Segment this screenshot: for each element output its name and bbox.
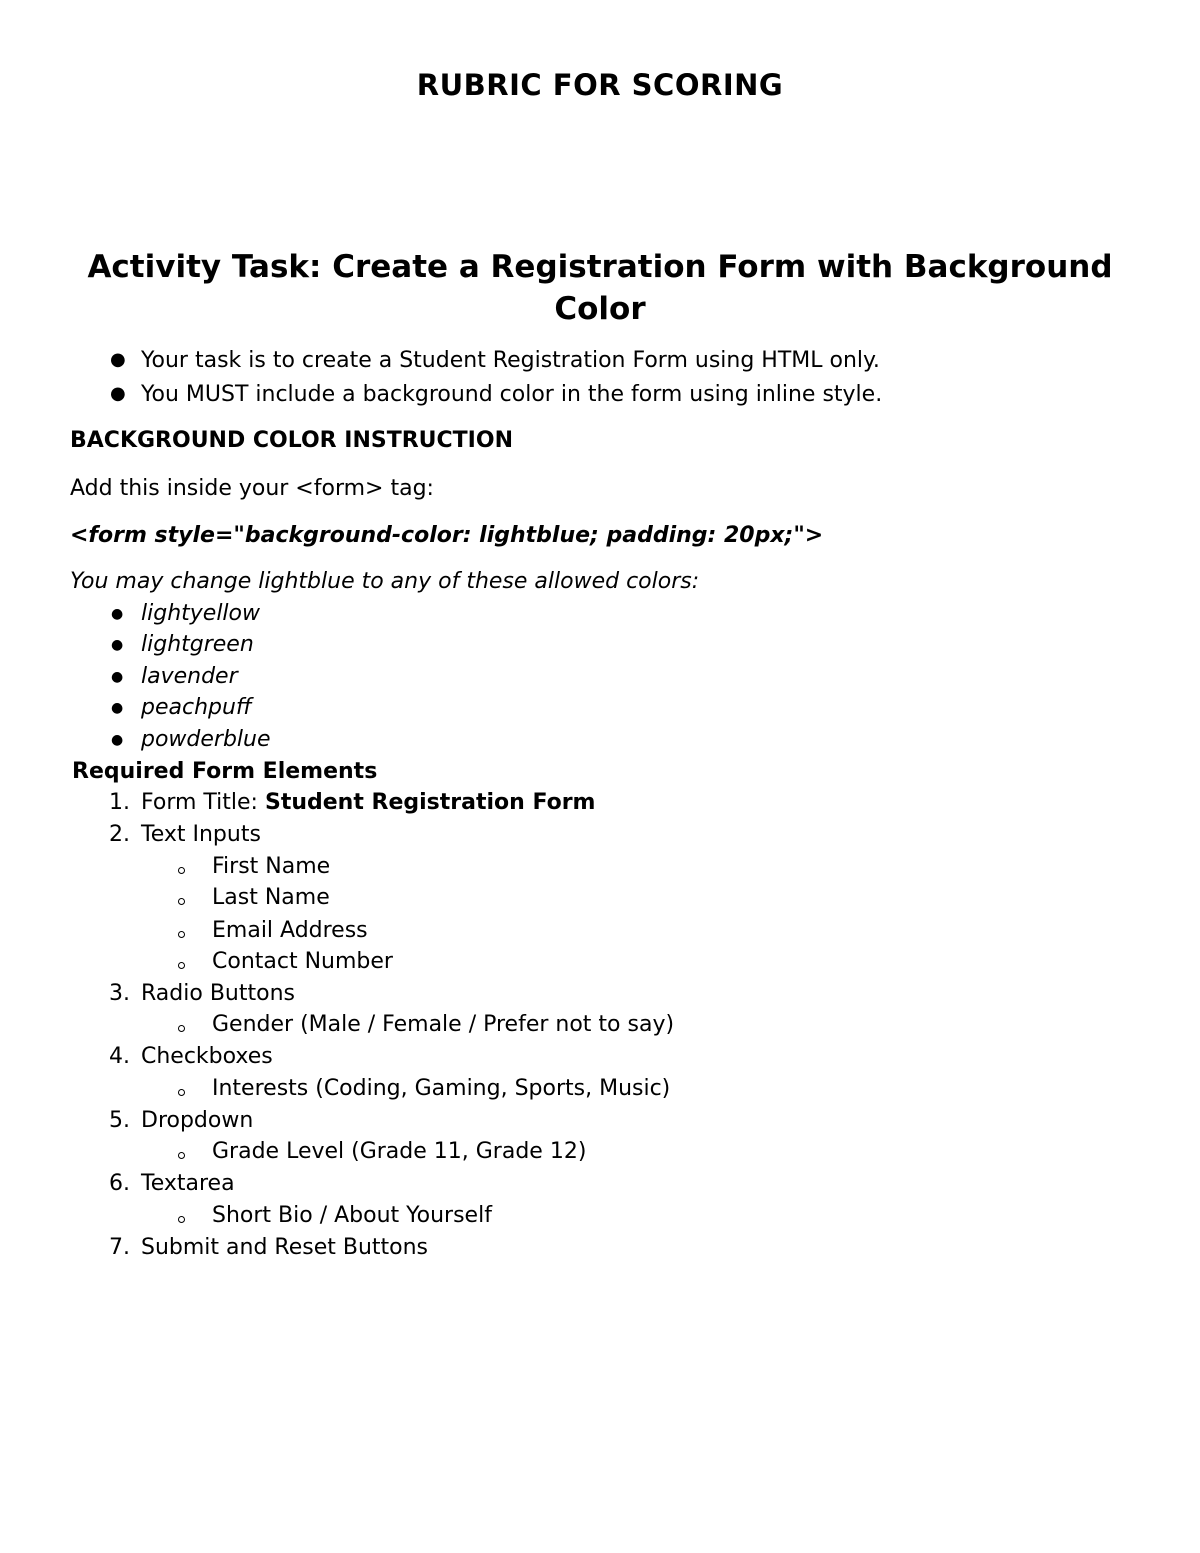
- sub-list-item: Gender (Male / Female / Prefer not to say): [212, 1012, 675, 1037]
- sub-bullet-icon: [178, 1089, 185, 1096]
- bullet-dot: ●: [110, 383, 126, 404]
- color-option: powderblue: [141, 727, 271, 752]
- color-option: peachpuff: [141, 695, 252, 720]
- activity-bullet: You MUST include a background color in the form using inline style.: [141, 382, 883, 407]
- bullet-dot: ●: [111, 669, 124, 685]
- sub-list-item: First Name: [212, 854, 331, 879]
- sub-bullet-icon: [178, 931, 185, 938]
- list-item: Textarea: [141, 1171, 235, 1196]
- list-item: Submit and Reset Buttons: [141, 1235, 429, 1260]
- list-number: 6.: [109, 1171, 130, 1196]
- sub-list-item: Contact Number: [212, 949, 393, 974]
- sub-bullet-icon: [178, 1025, 185, 1032]
- sub-list-item: Email Address: [212, 918, 368, 943]
- list-item-label: Form Title:: [141, 790, 265, 815]
- list-number: 3.: [109, 981, 130, 1006]
- list-item: Dropdown: [141, 1108, 254, 1133]
- sub-bullet-icon: [178, 962, 185, 969]
- color-option: lightyellow: [141, 601, 260, 626]
- bullet-dot: ●: [111, 637, 124, 653]
- list-number: 2.: [109, 822, 130, 847]
- sub-bullet-icon: [178, 867, 185, 874]
- form-title-value: Student Registration Form: [264, 790, 596, 815]
- list-number: 7.: [109, 1235, 130, 1260]
- color-option: lavender: [141, 664, 238, 689]
- activity-title: Activity Task: Create a Registration Form with Background Color: [87, 249, 1113, 327]
- sub-bullet-icon: [178, 1216, 185, 1223]
- list-item: [141, 789, 595, 817]
- list-item: Text Inputs: [141, 822, 261, 847]
- instruction-text: Add this inside your <form> tag:: [70, 476, 434, 501]
- bullet-dot: ●: [111, 732, 124, 748]
- section-heading: BACKGROUND COLOR INSTRUCTION: [70, 428, 513, 453]
- list-item: Radio Buttons: [141, 981, 295, 1006]
- code-example: <form style="background-color: lightblue; padding: 20px;">: [70, 523, 824, 548]
- section-heading: Required Form Elements: [72, 759, 378, 784]
- activity-bullet: Your task is to create a Student Registration Form using HTML only.: [141, 348, 880, 373]
- sub-bullet-icon: [178, 1152, 185, 1159]
- list-number: 4.: [109, 1044, 130, 1069]
- page-title: RUBRIC FOR SCORING: [416, 68, 784, 102]
- sub-list-item: Grade Level (Grade 11, Grade 12): [212, 1139, 587, 1164]
- sub-list-item: Short Bio / About Yourself: [212, 1203, 492, 1228]
- bullet-dot: ●: [111, 606, 124, 622]
- bullet-dot: ●: [111, 700, 124, 716]
- color-option: lightgreen: [141, 632, 254, 657]
- list-number: 5.: [109, 1108, 130, 1133]
- instruction-note: You may change lightblue to any of these allowed colors:: [70, 569, 700, 594]
- sub-list-item: Interests (Coding, Gaming, Sports, Music): [212, 1076, 671, 1101]
- list-number: 1.: [109, 790, 130, 815]
- list-item: Checkboxes: [141, 1044, 273, 1069]
- sub-bullet-icon: [178, 898, 185, 905]
- sub-list-item: Last Name: [212, 885, 330, 910]
- bullet-dot: ●: [110, 349, 126, 370]
